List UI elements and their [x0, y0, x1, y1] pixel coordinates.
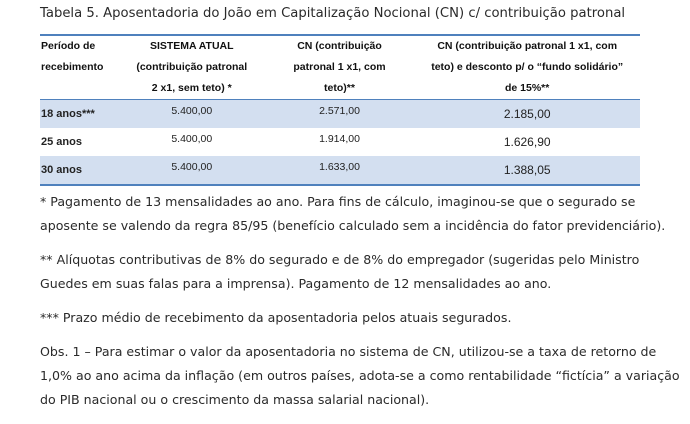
current-system-cell: 5.400,00: [171, 133, 213, 145]
header-line: [41, 78, 119, 99]
header-line: teto)**: [324, 82, 355, 94]
header-line: CN (contribuição patronal 1 x1, com: [437, 40, 618, 52]
header-cell-current-system: [119, 36, 265, 99]
period-cell: 30 anos: [41, 164, 82, 176]
header-line: (contribuição patronal: [136, 61, 248, 73]
cn-discount-cell: 2.185,00: [503, 107, 551, 121]
current-system-cell: 5.400,00: [171, 161, 213, 173]
table-caption: Tabela 5. Aposentadoria do João em Capitalização Nocional (CN) c/ contribuição patronal: [40, 6, 626, 21]
header-line: CN (contribuição: [297, 40, 382, 52]
observation-note: Obs. 1 – Para estimar o valor da aposentadoria no sistema de CN, utilizou-se a taxa de retorno de 1,0% ao ano acima da inflação (em outros países, adota-se a como rentabilidade “fictícia” a variação do PIB nacional ou o crescimento da massa salarial nacional).: [40, 344, 680, 407]
header-line: patronal 1 x1, com: [293, 61, 386, 73]
pension-table: [40, 34, 640, 186]
cn-discount-cell: 1.388,05: [503, 163, 551, 177]
header-cell-cn: [265, 36, 415, 99]
header-line: recebimento: [41, 61, 104, 73]
header-line: teto) e desconto p/ o “fundo solidário”: [431, 61, 624, 73]
header-line: 2 x1, sem teto) *: [151, 82, 232, 94]
table-bottom-rule: [40, 184, 640, 186]
current-system-cell: 5.400,00: [171, 105, 213, 117]
footnotes: [40, 190, 680, 422]
table-header: [40, 36, 640, 99]
header-cell-period: [40, 36, 119, 99]
cn-discount-cell: 1.626,90: [503, 135, 551, 149]
period-cell: 18 anos***: [41, 108, 95, 120]
table-row: [40, 128, 640, 156]
header-line: de 15%**: [505, 82, 550, 94]
header-line: Período de: [41, 40, 96, 52]
cn-cell: 1.633,00: [319, 161, 360, 173]
header-cell-cn-discount: [414, 36, 640, 99]
footnote: *** Prazo médio de recebimento da aposentadoria pelos atuais segurados.: [40, 310, 512, 325]
footnote: ** Alíquotas contributivas de 8% do segurado e de 8% do empregador (sugeridas pelo Ministro Guedes em suas falas para a imprensa). Pagamento de 12 mensalidades ao ano.: [40, 252, 640, 291]
period-cell: 25 anos: [41, 136, 82, 148]
cn-cell: 2.571,00: [319, 105, 360, 117]
header-line: SISTEMA ATUAL: [149, 40, 234, 52]
footnote: * Pagamento de 13 mensalidades ao ano. Para fins de cálculo, imaginou-se que o segurado se aposente se valendo da regra 85/95 (benefício calculado sem a incidência do fator previdenciário).: [40, 194, 666, 233]
table-row: [40, 100, 640, 128]
table-row: [40, 156, 640, 184]
cn-cell: 1.914,00: [319, 133, 360, 145]
